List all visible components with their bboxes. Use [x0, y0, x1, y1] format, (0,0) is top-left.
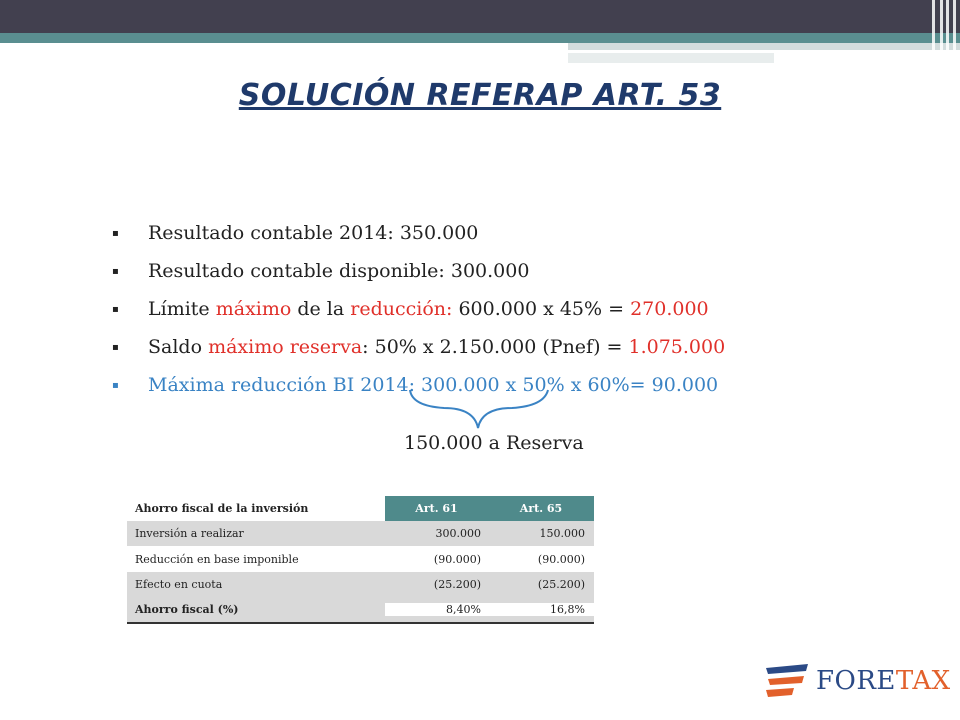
- bullet-item: [112, 290, 812, 328]
- table-cell: Efecto en cuota: [135, 578, 223, 591]
- bullet-text-part: máximo reserva: [208, 336, 363, 358]
- table-header-row: [127, 496, 594, 521]
- table-cell: (25.200): [433, 578, 481, 591]
- bullet-list: [112, 214, 812, 404]
- bullet-text: [148, 260, 529, 282]
- bullet-text-part: Resultado contable disponible: 300.000: [148, 260, 530, 282]
- table-cell: Ahorro fiscal (%): [135, 603, 239, 616]
- table-cell: (90.000): [433, 553, 481, 566]
- header-edge-lines: [928, 0, 960, 72]
- logo-text-tax: TAX: [895, 666, 951, 696]
- bullet-marker: ▪: [112, 227, 119, 239]
- reserva-annotation: 150.000 a Reserva: [404, 432, 584, 454]
- bullet-text: [148, 298, 709, 320]
- bullet-text-part: Saldo: [148, 336, 209, 358]
- table-row: [127, 547, 594, 572]
- logo-text: [816, 666, 951, 696]
- table-header-cell: Art. 65: [488, 496, 594, 521]
- table-row: [127, 572, 594, 597]
- header-stripe: [0, 33, 960, 43]
- header-accent-stripe: [568, 43, 960, 50]
- bullet-marker: ▪: [112, 341, 119, 353]
- table-cell: (25.200): [537, 578, 585, 591]
- foretax-logo: [764, 660, 954, 700]
- bullet-text-part: de la: [291, 298, 351, 320]
- bullet-text: [148, 336, 725, 358]
- table-cell: (90.000): [537, 553, 585, 566]
- bullet-item: [112, 328, 812, 366]
- bullet-text-part: : 50% x 2.150.000 (Pnef) =: [362, 336, 629, 358]
- logo-text-fore: FORE: [816, 666, 896, 696]
- bullet-text-part: máximo: [215, 298, 292, 320]
- savings-table: [127, 496, 594, 624]
- bullet-text-part: 1.075.000: [628, 336, 726, 358]
- bullet-marker: ▪: [112, 265, 119, 277]
- bullet-text-part: 600.000 x 45% =: [452, 298, 631, 320]
- bullet-text-part: Máxima reducción BI 2014: 300.000 x 50% x 60%= 90.000: [148, 374, 719, 396]
- table-cell: 16,8%: [488, 603, 594, 616]
- table-cell: 8,40%: [385, 603, 488, 616]
- bullet-text: [148, 222, 478, 244]
- bullet-marker: ▪: [112, 379, 119, 391]
- bullet-text-part: 270.000: [630, 298, 709, 320]
- header-bar: [0, 0, 960, 33]
- table-row: [127, 597, 594, 624]
- table-cell: Inversión a realizar: [135, 527, 244, 540]
- bullet-item: [112, 214, 812, 252]
- bullet-text-part: Resultado contable 2014: 350.000: [148, 222, 479, 244]
- bullet-text-part: reducción:: [350, 298, 453, 320]
- bullet-text-part: Límite: [148, 298, 216, 320]
- slide-title: SOLUCIÓN REFERAP ART. 53: [238, 78, 722, 113]
- header-accent-stripe-lower: [568, 53, 774, 63]
- curly-brace-icon: [404, 388, 554, 432]
- table-header-cell: Ahorro fiscal de la inversión: [135, 502, 309, 515]
- table-cell: Reducción en base imponible: [135, 553, 299, 566]
- bullet-item: [112, 252, 812, 290]
- table-cell: 150.000: [539, 527, 585, 540]
- logo-mark-icon: [764, 662, 810, 698]
- table-row: [127, 521, 594, 547]
- table-header-cell: Art. 61: [385, 496, 488, 521]
- table-cell: 300.000: [435, 527, 481, 540]
- bullet-marker: ▪: [112, 303, 119, 315]
